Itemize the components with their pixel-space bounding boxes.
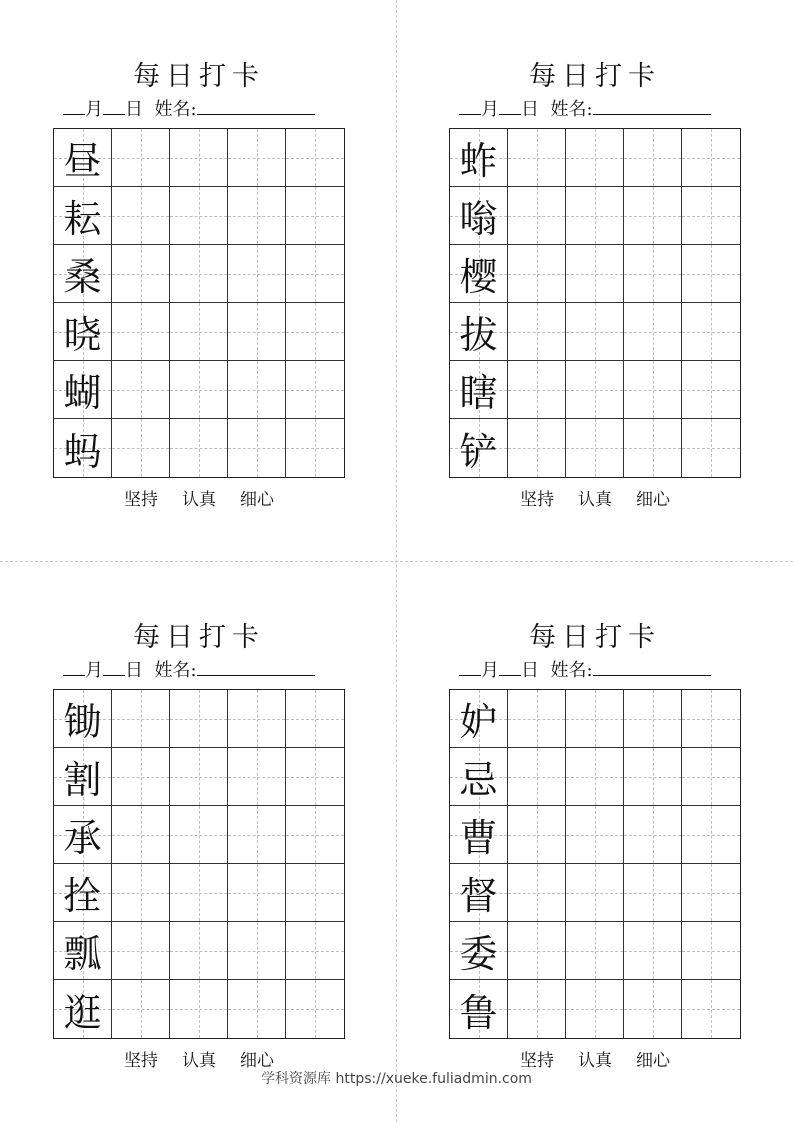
month-blank[interactable] [459,96,481,115]
name-label: 姓名: [154,99,197,120]
motto-word: 细心 [636,1051,670,1071]
practice-cell[interactable] [682,690,740,748]
model-character: 昼 [63,139,102,183]
practice-cell[interactable] [682,245,740,303]
practice-cell[interactable] [286,864,344,922]
day-label: 日 [521,660,539,681]
practice-cell[interactable] [170,187,228,245]
practice-cell[interactable] [170,864,228,922]
practice-cell[interactable] [624,245,682,303]
model-character-cell [54,864,112,922]
model-character: 督 [459,874,498,918]
model-character-cell [450,129,508,187]
practice-cell[interactable] [170,303,228,361]
name-label: 姓名: [550,99,593,120]
practice-cell[interactable] [508,690,566,748]
model-character-cell [54,361,112,419]
model-character: 蚂 [63,429,102,474]
day-blank[interactable] [103,657,125,676]
practice-cell[interactable] [624,129,682,187]
date-name-line [459,657,711,683]
model-character: 瞎 [459,371,498,415]
model-character-cell [450,361,508,419]
card-title: 每日打卡 [529,622,661,653]
practice-cell[interactable] [112,187,170,245]
practice-cell[interactable] [170,690,228,748]
practice-cell[interactable] [682,129,740,187]
practice-cell[interactable] [228,864,286,922]
date-name-line [459,96,711,122]
name-blank[interactable] [593,96,711,115]
name-label: 姓名: [154,660,197,681]
practice-cell[interactable] [624,187,682,245]
practice-cell[interactable] [624,922,682,980]
model-character-cell [54,748,112,806]
model-character: 忌 [459,758,498,802]
practice-cell[interactable] [624,748,682,806]
model-character-cell [450,690,508,748]
model-character-cell [54,980,112,1038]
practice-card [449,621,749,1071]
practice-cell[interactable] [682,864,740,922]
practice-cell[interactable] [566,129,624,187]
name-blank[interactable] [593,657,711,676]
card-title: 每日打卡 [529,61,661,92]
model-character: 割 [63,758,102,802]
practice-cell[interactable] [228,361,286,419]
motto-word: 认真 [182,1051,216,1071]
practice-cell[interactable] [566,187,624,245]
model-character-cell [450,748,508,806]
model-character-cell [450,245,508,303]
practice-cell[interactable] [286,361,344,419]
day-blank[interactable] [499,96,521,115]
practice-cell[interactable] [228,748,286,806]
practice-cell[interactable] [566,303,624,361]
writing-grid [449,689,741,1039]
date-name-line [63,96,315,122]
practice-cell[interactable] [112,980,170,1038]
card-title: 每日打卡 [133,622,265,653]
practice-cell[interactable] [682,187,740,245]
practice-cell[interactable] [624,419,682,477]
practice-cell[interactable] [508,922,566,980]
practice-cell[interactable] [508,748,566,806]
practice-cell[interactable] [170,129,228,187]
model-character: 樱 [459,255,498,299]
practice-cell[interactable] [508,361,566,419]
practice-cell[interactable] [624,690,682,748]
practice-cell[interactable] [508,980,566,1038]
practice-cell[interactable] [624,980,682,1038]
practice-cell[interactable] [228,245,286,303]
practice-cell[interactable] [286,419,344,477]
practice-cell[interactable] [508,864,566,922]
motto-word: 认真 [182,490,216,510]
practice-cell[interactable] [508,187,566,245]
practice-cell[interactable] [228,980,286,1038]
practice-cell[interactable] [682,806,740,864]
practice-cell[interactable] [228,129,286,187]
model-character-cell [54,690,112,748]
model-character: 妒 [459,700,498,744]
model-character-cell [450,419,508,477]
motto-word: 细心 [636,490,670,510]
month-label: 月 [85,99,103,120]
practice-card [53,621,353,1071]
model-character-cell [450,303,508,361]
practice-cell[interactable] [112,690,170,748]
practice-cell[interactable] [508,419,566,477]
model-character-cell [450,864,508,922]
practice-cell[interactable] [170,748,228,806]
model-character: 拔 [459,313,498,357]
model-character: 蚱 [459,139,498,183]
writing-grid [53,689,345,1039]
model-character: 瓢 [63,932,102,976]
practice-cell[interactable] [566,419,624,477]
model-character-cell [54,187,112,245]
model-character: 嗡 [459,197,498,241]
practice-cell[interactable] [566,245,624,303]
month-label: 月 [481,99,499,120]
motto-word: 认真 [578,1051,612,1071]
writing-grid [53,128,345,478]
practice-cell[interactable] [624,361,682,419]
practice-cell[interactable] [566,690,624,748]
practice-cell[interactable] [228,419,286,477]
motto [53,488,345,512]
practice-card [449,60,749,510]
month-label: 月 [85,660,103,681]
practice-cell[interactable] [170,980,228,1038]
practice-cell[interactable] [566,361,624,419]
practice-cell[interactable] [286,245,344,303]
practice-cell[interactable] [228,187,286,245]
month-label: 月 [481,660,499,681]
card-title: 每日打卡 [133,61,265,92]
footer-watermark: 学科资源库 https://xueke.fuliadmin.com [261,1071,532,1087]
practice-cell[interactable] [566,806,624,864]
model-character: 蝴 [63,371,102,415]
practice-cell[interactable] [508,245,566,303]
practice-cell[interactable] [228,690,286,748]
model-character: 耘 [63,197,102,241]
practice-cell[interactable] [508,303,566,361]
name-blank[interactable] [197,96,315,115]
model-character-cell [54,419,112,477]
practice-cell[interactable] [286,129,344,187]
practice-cell[interactable] [682,303,740,361]
model-character: 桑 [63,255,102,299]
month-blank[interactable] [63,96,85,115]
practice-cell[interactable] [112,922,170,980]
practice-cell[interactable] [170,806,228,864]
name-label: 姓名: [550,660,593,681]
practice-cell[interactable] [286,980,344,1038]
day-blank[interactable] [103,96,125,115]
practice-cell[interactable] [566,864,624,922]
model-character: 曹 [459,816,498,860]
practice-cell[interactable] [566,980,624,1038]
model-character-cell [54,245,112,303]
practice-card [53,60,353,510]
practice-cell[interactable] [286,187,344,245]
motto-word: 细心 [240,490,274,510]
practice-cell[interactable] [112,361,170,419]
practice-cell[interactable] [286,806,344,864]
motto [449,488,741,512]
practice-cell[interactable] [170,245,228,303]
day-blank[interactable] [499,657,521,676]
practice-cell[interactable] [566,922,624,980]
model-character-cell [450,806,508,864]
model-character-cell [450,980,508,1038]
practice-cell[interactable] [112,245,170,303]
practice-cell[interactable] [170,922,228,980]
practice-cell[interactable] [170,361,228,419]
practice-cell[interactable] [112,419,170,477]
motto-word: 坚持 [124,1051,158,1071]
practice-cell[interactable] [682,922,740,980]
model-character-cell [54,129,112,187]
practice-cell[interactable] [228,806,286,864]
practice-cell[interactable] [682,419,740,477]
motto-word: 坚持 [520,490,554,510]
practice-cell[interactable] [682,980,740,1038]
model-character: 锄 [63,700,102,744]
model-character: 晓 [63,313,102,357]
practice-cell[interactable] [228,922,286,980]
model-character-cell [54,806,112,864]
motto-word: 认真 [578,490,612,510]
model-character-cell [54,303,112,361]
practice-cell[interactable] [112,806,170,864]
practice-cell[interactable] [624,864,682,922]
model-character: 拴 [63,874,102,918]
practice-cell[interactable] [170,419,228,477]
model-character: 逛 [63,990,102,1035]
model-character-cell [450,187,508,245]
writing-grid [449,128,741,478]
practice-cell[interactable] [286,748,344,806]
practice-cell[interactable] [682,748,740,806]
practice-cell[interactable] [682,361,740,419]
motto-word: 坚持 [124,490,158,510]
day-label: 日 [521,99,539,120]
name-blank[interactable] [197,657,315,676]
practice-cell[interactable] [624,303,682,361]
practice-cell[interactable] [112,129,170,187]
motto-word: 细心 [240,1051,274,1071]
practice-cell[interactable] [624,806,682,864]
practice-cell[interactable] [286,690,344,748]
practice-cell[interactable] [228,303,286,361]
horizontal-cut-line [0,561,793,562]
practice-cell[interactable] [508,806,566,864]
day-label: 日 [125,99,143,120]
practice-cell[interactable] [112,303,170,361]
practice-cell[interactable] [286,303,344,361]
practice-cell[interactable] [112,748,170,806]
month-blank[interactable] [459,657,481,676]
day-label: 日 [125,660,143,681]
practice-cell[interactable] [112,864,170,922]
model-character: 承 [63,816,102,860]
date-name-line [63,657,315,683]
month-blank[interactable] [63,657,85,676]
model-character-cell [450,922,508,980]
practice-cell[interactable] [286,922,344,980]
model-character: 鲁 [459,990,498,1035]
motto-word: 坚持 [520,1051,554,1071]
model-character: 委 [459,932,498,976]
practice-cell[interactable] [566,748,624,806]
practice-cell[interactable] [508,129,566,187]
model-character-cell [54,922,112,980]
model-character: 铲 [459,429,498,474]
